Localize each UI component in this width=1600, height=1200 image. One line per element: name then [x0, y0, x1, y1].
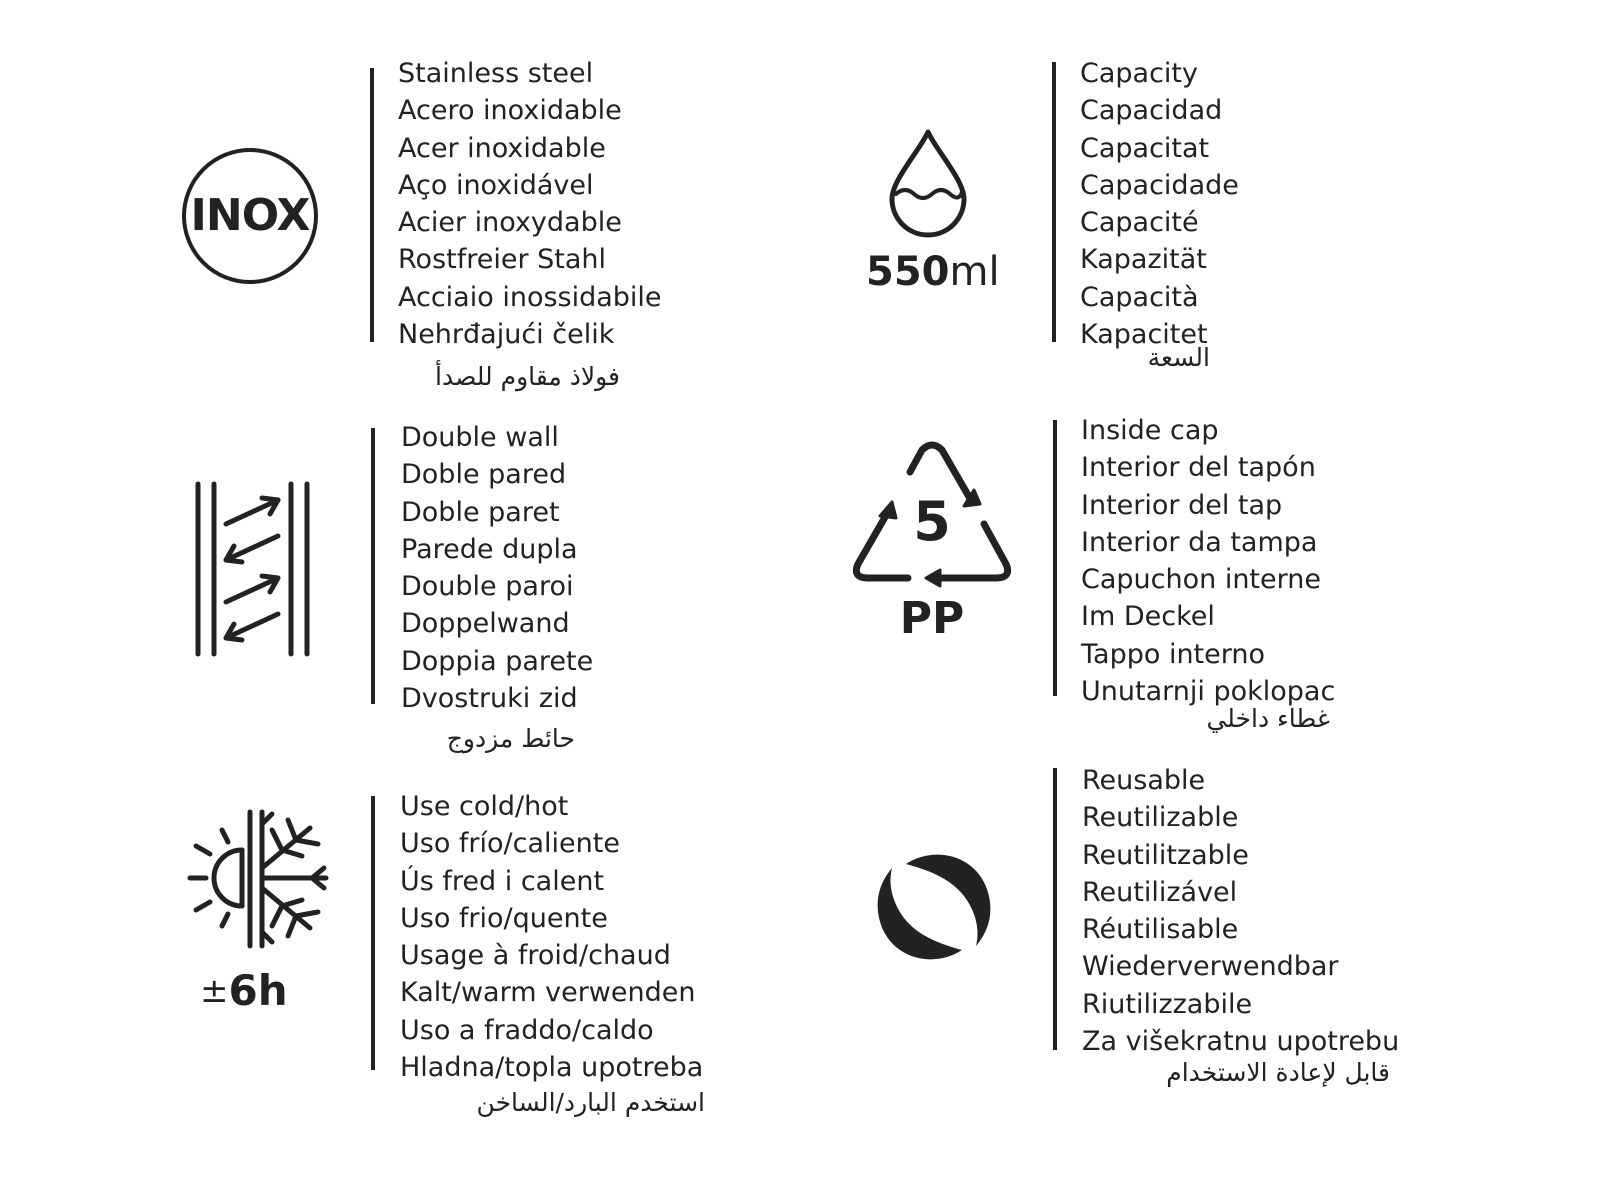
feature-line: Double paroi	[401, 571, 574, 603]
arabic-label: فولاذ مقاوم للصدأ	[435, 362, 620, 391]
feature-line: Interior del tapón	[1081, 452, 1316, 484]
feature-line: Acciaio inossidabile	[398, 281, 662, 313]
feature-line: Za višekratnu upotrebu	[1082, 1026, 1400, 1058]
feature-line: Usage à froid/chaud	[400, 940, 671, 972]
divider-bar	[370, 68, 374, 342]
feature-line: Kapazität	[1080, 244, 1207, 276]
feature-line: Doble pared	[401, 459, 567, 491]
feature-line: Use cold/hot	[400, 791, 569, 822]
feature-line: Kalt/warm verwenden	[400, 977, 696, 1009]
feature-line: Aço inoxidável	[398, 169, 594, 201]
feature-line: Inside cap	[1081, 415, 1219, 446]
reusable-text-block	[1082, 762, 1399, 1060]
feature-line: Doble paret	[401, 496, 560, 528]
water-drop-capacity-icon	[888, 128, 968, 238]
stainless-steel-text-block	[398, 55, 662, 353]
feature-line: Doppia parete	[401, 645, 594, 677]
feature-line: Tappo interno	[1081, 638, 1266, 670]
hot-cold-text-block	[400, 788, 703, 1086]
capacity-text-block	[1080, 55, 1239, 353]
feature-line: Reutilizável	[1082, 876, 1238, 908]
feature-line: Reusable	[1082, 765, 1206, 796]
reusable-cycle-icon	[876, 850, 992, 964]
feature-line: Stainless steel	[398, 58, 594, 89]
feature-line: Ús fred i calent	[400, 865, 605, 897]
feature-line: Hladna/topla upotreba	[400, 1052, 704, 1084]
divider-bar	[1052, 62, 1056, 342]
feature-line: Rostfreier Stahl	[398, 244, 607, 276]
feature-line: Uso frío/caliente	[400, 828, 620, 860]
feature-line: Réutilisable	[1082, 914, 1239, 946]
feature-line: Dvostruki zid	[401, 683, 578, 715]
double-wall-text-block	[401, 419, 593, 717]
feature-line: Reutilizable	[1082, 802, 1239, 834]
recycle-number: 5	[913, 490, 951, 553]
arabic-label: السعة	[1147, 343, 1210, 372]
arabic-label: استخدم البارد/الساخن	[476, 1088, 705, 1117]
feature-line: Interior del tap	[1081, 489, 1283, 521]
duration-value	[200, 966, 288, 1025]
pp-label: PP	[899, 593, 965, 644]
feature-line: Uso frio/quente	[400, 902, 608, 934]
feature-line: Unutarnji poklopac	[1081, 676, 1336, 708]
feature-line: Double wall	[401, 422, 559, 453]
feature-line: Acier inoxydable	[398, 207, 622, 239]
feature-line: Capuchon interne	[1081, 564, 1321, 596]
inox-stainless-steel-icon	[182, 148, 318, 284]
feature-line: Interior da tampa	[1081, 526, 1318, 558]
feature-line: Im Deckel	[1081, 601, 1215, 633]
arabic-label: قابل لإعادة الاستخدام	[1166, 1058, 1390, 1087]
inside-cap-text-block	[1081, 412, 1335, 710]
feature-line: Capacità	[1080, 281, 1199, 313]
feature-line: Riutilizzabile	[1082, 988, 1253, 1020]
feature-line: Capacity	[1080, 58, 1198, 89]
feature-line: Acer inoxidable	[398, 132, 606, 164]
arabic-label: غطاء داخلي	[1206, 704, 1330, 733]
double-wall-arrows-icon	[190, 480, 315, 658]
feature-line: Kapacitet	[1080, 319, 1208, 351]
divider-bar	[371, 796, 375, 1070]
plus-minus-symbol: ±	[200, 971, 229, 1011]
capacity-number: 550	[866, 249, 950, 295]
inox-icon-text: INOX	[190, 190, 310, 241]
recycle-pp5-icon	[850, 442, 1014, 592]
feature-line: Nehrđajući čelik	[398, 319, 615, 351]
divider-bar	[1053, 420, 1057, 696]
sun-snowflake-hot-cold-icon	[186, 808, 332, 950]
feature-line: Capacidade	[1080, 169, 1239, 201]
arabic-label: حائط مزدوج	[446, 724, 575, 753]
feature-line: Capacitat	[1080, 132, 1210, 164]
feature-line: Uso a fraddo/caldo	[400, 1014, 654, 1046]
capacity-value	[866, 246, 1000, 298]
feature-line: Capacité	[1080, 207, 1199, 239]
feature-line: Acero inoxidable	[398, 95, 622, 127]
divider-bar	[371, 428, 375, 704]
feature-line: Wiederverwendbar	[1082, 951, 1339, 983]
feature-line: Capacidad	[1080, 95, 1223, 127]
feature-line: Doppelwand	[401, 608, 570, 640]
capacity-unit: ml	[949, 249, 1000, 295]
feature-line: Reutilitzable	[1082, 839, 1249, 871]
duration-hours: 6h	[228, 966, 288, 1015]
feature-line: Parede dupla	[401, 533, 578, 565]
divider-bar	[1053, 768, 1057, 1050]
